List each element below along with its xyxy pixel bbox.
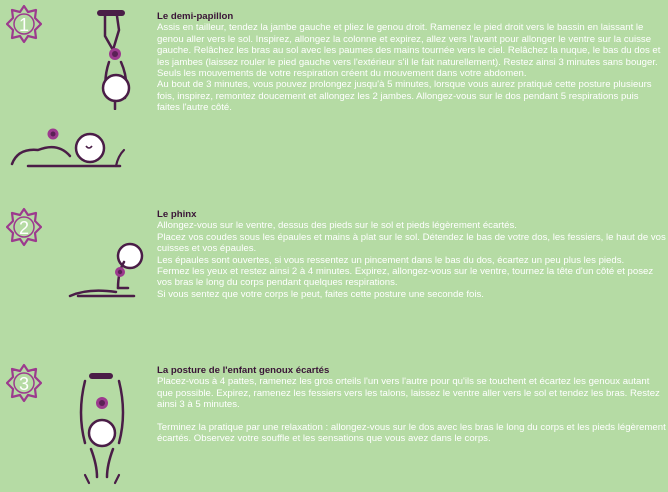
paragraph-spacer bbox=[157, 411, 667, 422]
pose-section-1 bbox=[0, 0, 668, 185]
pose-number: 1 bbox=[18, 15, 30, 35]
pose-paragraph: Fermez les yeux et restez ainsi 2 à 4 minutes. Expirez, allongez-vous sur le ventre, tournez la tête d'un côté et posez vos bras le long du corps pendant quelques respirations. bbox=[157, 266, 654, 289]
pose-text bbox=[157, 11, 662, 114]
half-butterfly-figure-standing bbox=[95, 10, 145, 110]
pose-paragraph: Au bout de 3 minutes, vous pouvez prolongez jusqu'à 5 minutes, lorsque vous aurez pratiqué cette posture plusieurs fois, inspirez, remontez doucement et allongez les 2 jambes. Allongez-vous sur le dos pendant 5 respirations puis faites l'autre côté. bbox=[157, 79, 652, 114]
pose-paragraph: Placez-vous à 4 pattes, ramenez les gros orteils l'un vers l'autre pour qu'ils se touchent et écartez les genoux autant que possible. Expirez, ramenez les fessiers vers les talons, laissez le ventre aller vers le sol et tendez les bras. Restez ainsi 3 à 5 minutes. bbox=[157, 376, 660, 411]
pose-title: La posture de l'enfant genoux écartés bbox=[157, 365, 330, 376]
pose-paragraph: Assis en tailleur, tendez la jambe gauche et pliez le genou droit. Ramenez le pied droit vers le bassin en laissant le genou aller vers le sol. Inspirez, allongez la colonne et expirez, allez vers l'avant pour allonger le ventre sur la cuisse gauche. Relâchez les bras au sol avec les paumes des mains tournée vers le ciel. Relâchez la nuque, le bas du dos et les jambes (laissez rouler le pied gauche vers l'extérieur s'il le fait naturellement). Restez ainsi 3 minutes sans bouger. Seuls les mouvements de votre respiration créent du mouvement dans votre abdomen. bbox=[157, 22, 661, 80]
pose-title: Le phinx bbox=[157, 209, 197, 220]
pose-paragraph: Les épaules sont ouvertes, si vous ressentez un pincement dans le bas du dos, écartez un peu plus les pieds. bbox=[157, 254, 625, 266]
lotus-number-badge bbox=[6, 363, 42, 403]
sphinx-figure bbox=[68, 238, 152, 302]
pose-paragraph: Si vous sentez que votre corps le peut, faites cette posture une seconde fois. bbox=[157, 288, 484, 300]
pose-section-2 bbox=[0, 200, 668, 350]
lotus-number-badge bbox=[6, 4, 42, 44]
pose-number: 2 bbox=[18, 218, 30, 238]
child-pose-figure bbox=[75, 373, 129, 485]
pose-text bbox=[157, 365, 667, 445]
pose-paragraph: Allongez-vous sur le ventre, dessus des pieds sur le sol et pieds légèrement écartés. bbox=[157, 220, 517, 232]
pose-text bbox=[157, 209, 667, 300]
half-butterfly-figure-lying bbox=[8, 120, 128, 170]
pose-paragraph: Placez vos coudes sous les épaules et mains à plat sur le sol. Détendez le bas de votre dos, les fessiers, le haut de vos cuisses et vos épaules. bbox=[157, 231, 666, 255]
pose-section-3 bbox=[0, 355, 668, 492]
pose-title: Le demi-papillon bbox=[157, 11, 234, 22]
lotus-number-badge bbox=[6, 207, 42, 247]
pose-number: 3 bbox=[18, 374, 30, 394]
pose-paragraph: Terminez la pratique par une relaxation : allongez-vous sur le dos avec les bras le long du corps et les pieds légèrement écartés. Observez votre souffle et les sensations que vous avez dans le corps. bbox=[157, 422, 666, 445]
